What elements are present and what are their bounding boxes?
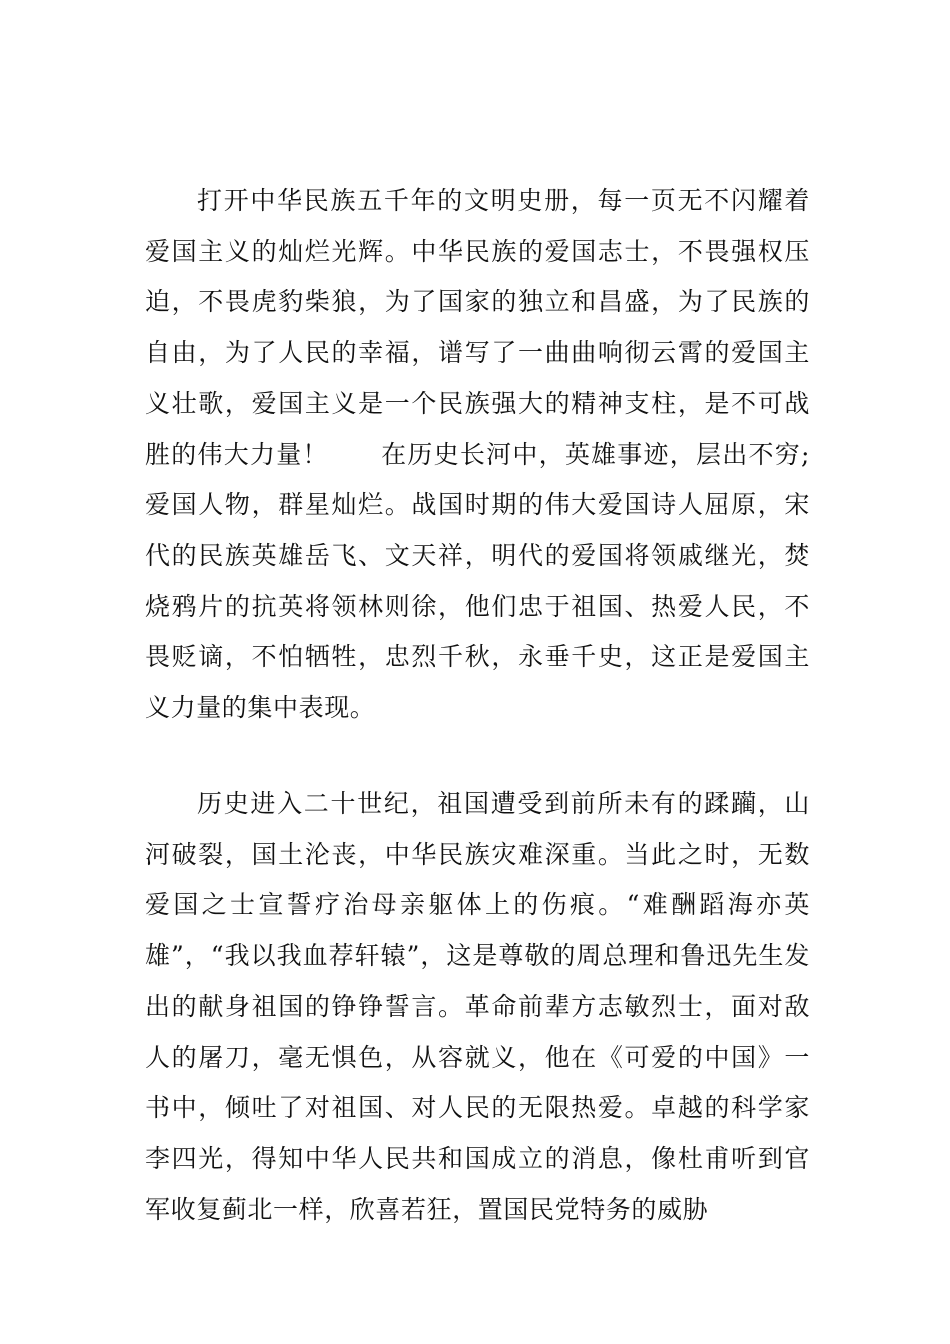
body-paragraph-2: 历史进入二十世纪，祖国遭受到前所未有的蹂躏，山河破裂，国土沦丧，中华民族灾难深重。当此之时，无数爱国之士宣誓疗治母亲躯体上的伤痕。“难酬蹈海亦英雄”，“我以我血荐轩辕”，这是尊敬的周总理和鲁迅先生发出的献身祖国的铮铮誓言。革命前辈方志敏烈士，面对敌人的屠刀，毫无惧色，从容就义，他在《可爱的中国》一书中，倾吐了对祖国、对人民的无限热爱。卓越的科学家李四光，得知中华人民共和国成立的消息，像杜甫听到官军收复蓟北一样，欣喜若狂，置国民党特务的威胁 (145, 789, 810, 1224)
body-paragraph-1: 打开中华民族五千年的文明史册，每一页无不闪耀着爱国主义的灿烂光辉。中华民族的爱国志士，不畏强权压迫，不畏虎豹柴狼，为了国家的独立和昌盛，为了民族的自由，为了人民的幸福，谱写了一曲曲响彻云霄的爱国主义壮歌，爱国主义是一个民族强大的精神支柱，是不可战胜的伟大力量！ 在历史长河中，英雄事迹，层出不穷;爱国人物，群星灿烂。战国时期的伟大爱国诗人屈原，宋代的民族英雄岳飞、文天祥，明代的爱国将领戚继光，焚烧鸦片的抗英将领林则徐，他们忠于祖国、热爱人民，不畏贬谪，不怕牺牲，忠烈千秋，永垂千史，这正是爱国主义力量的集中表现。 (145, 186, 810, 723)
